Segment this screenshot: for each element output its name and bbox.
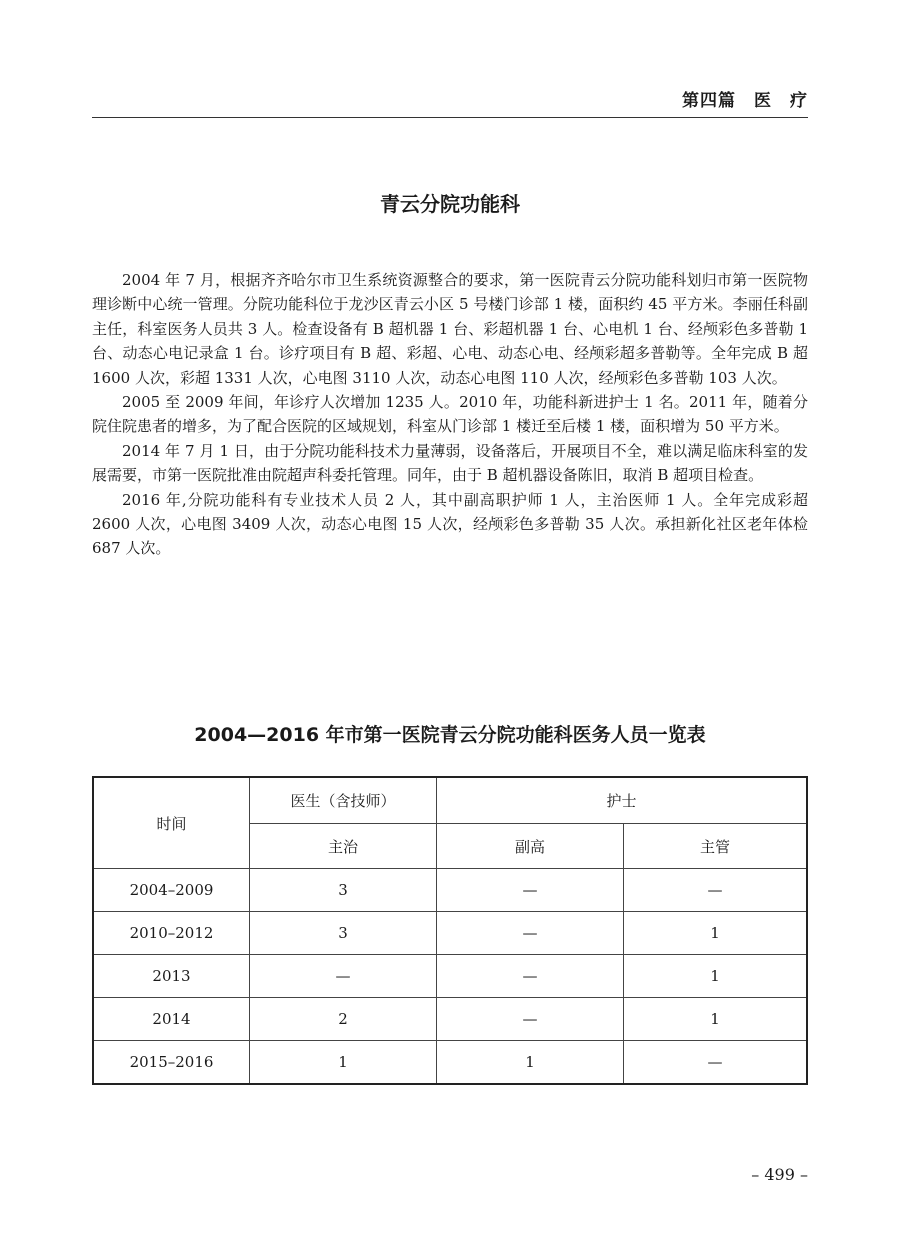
cell-supervisor: — (624, 869, 808, 912)
cell-time: 2013 (93, 955, 250, 998)
cell-senior: 1 (437, 1041, 624, 1085)
header-rule (92, 117, 808, 118)
cell-supervisor: — (624, 1041, 808, 1085)
header-doctor-attending: 主治 (250, 824, 437, 869)
cell-attending: 1 (250, 1041, 437, 1085)
cell-attending: 2 (250, 998, 437, 1041)
staff-table (92, 776, 808, 1085)
page-number: – 499 – (751, 1165, 808, 1184)
cell-time: 2010–2012 (93, 912, 250, 955)
cell-attending: — (250, 955, 437, 998)
paragraph: 2014 年 7 月 1 日，由于分院功能科技术力量薄弱，设备落后，开展项目不全，难以满足临床科室的发展需要，市第一医院批准由院超声科委托管理。同年，由于 B 超机器设备陈旧，取消 B 超项目检查。 (92, 441, 808, 485)
cell-senior: — (437, 955, 624, 998)
cell-time: 2004–2009 (93, 869, 250, 912)
header-nurse-group: 护士 (437, 777, 808, 824)
table-row (93, 869, 807, 912)
header-subject: 医 疗 (754, 91, 808, 111)
cell-senior: — (437, 998, 624, 1041)
header-doctor-group: 医生（含技师） (250, 777, 437, 824)
section-title: 青云分院功能科 (380, 192, 520, 216)
header-nurse-senior: 副高 (437, 824, 624, 869)
cell-time: 2015–2016 (93, 1041, 250, 1085)
header-time: 时间 (93, 777, 250, 869)
body-text (92, 268, 808, 561)
cell-time: 2014 (93, 998, 250, 1041)
cell-senior: — (437, 869, 624, 912)
paragraph: 2004 年 7 月，根据齐齐哈尔市卫生系统资源整合的要求，第一医院青云分院功能科划归市第一医院物理诊断中心统一管理。分院功能科位于龙沙区青云小区 5 号楼门诊部 1 楼，面积约 45 平方米。李丽任科副主任，科室医务人员共 3 人。检查设备有 B 超机器 1 台、彩超机器 1 台、心电机 1 台、经颅彩色多普勒 1 台、动态心电记录盒 1 台。诊疗项目有 B 超、彩超、心电、动态心电、经颅彩超多普勒等。全年完成 B 超 1600 人次，彩超 1331 人次，心电图 3110 人次，动态心电图 110 人次，经颅彩色多普勒 103 人次。 (92, 271, 808, 387)
table-row (93, 912, 807, 955)
table-header-row (93, 777, 807, 824)
running-header (92, 86, 808, 111)
table-row (93, 1041, 807, 1085)
paragraph: 2005 至 2009 年间，年诊疗人次增加 1235 人。2010 年，功能科新进护士 1 名。2011 年，随着分院住院患者的增多，为了配合医院的区域规划，科室从门诊部 1 楼迁至后楼 1 楼，面积增为 50 平方米。 (92, 393, 808, 436)
paragraph: 2016 年,分院功能科有专业技术人员 2 人，其中副高职护师 1 人，主治医师 1 人。全年完成彩超 2600 人次，心电图 3409 人次，动态心电图 15 人次，经颅彩色多普勒 35 人次。承担新化社区老年体检 687 人次。 (92, 490, 808, 558)
cell-senior: — (437, 912, 624, 955)
header-part: 第四篇 (682, 91, 736, 111)
table-row (93, 998, 807, 1041)
table-title: 2004—2016 年市第一医院青云分院功能科医务人员一览表 (194, 724, 706, 746)
cell-attending: 3 (250, 912, 437, 955)
header-nurse-supervisor: 主管 (624, 824, 808, 869)
table-row (93, 955, 807, 998)
cell-supervisor: 1 (624, 955, 808, 998)
cell-supervisor: 1 (624, 998, 808, 1041)
cell-supervisor: 1 (624, 912, 808, 955)
cell-attending: 3 (250, 869, 437, 912)
